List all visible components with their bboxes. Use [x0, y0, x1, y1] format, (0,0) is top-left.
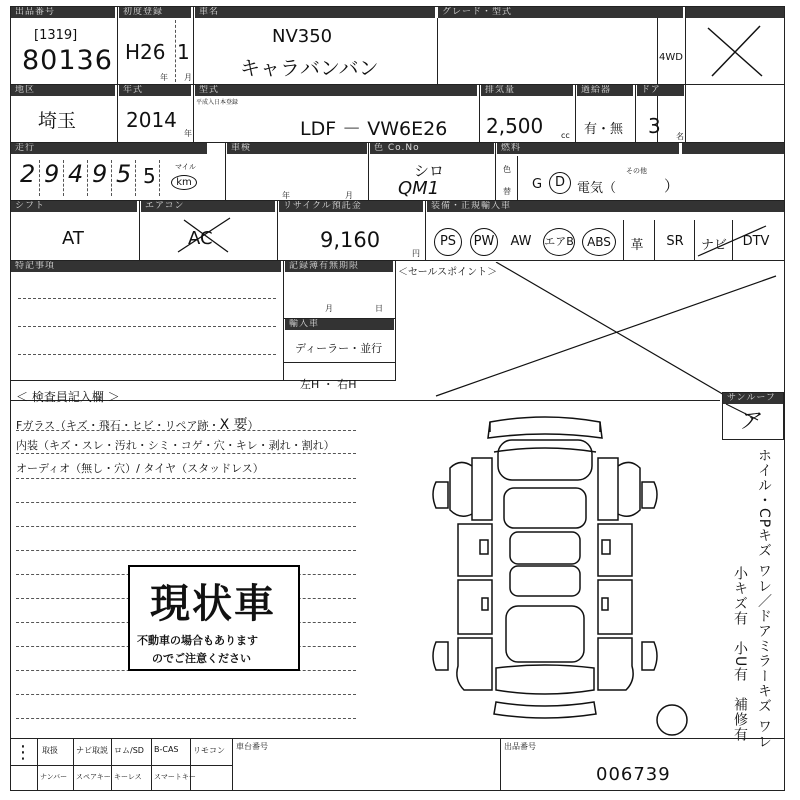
features-header: 特記事項	[11, 261, 281, 272]
right-rear-door	[598, 580, 632, 634]
sales-point-label: ＜セールスポイント＞	[398, 267, 498, 278]
windshield-needs-repair-mark: X 要	[219, 417, 248, 433]
equipment-airbag-circled: エアB	[543, 228, 575, 256]
right-mirror-mark	[602, 540, 610, 554]
inspector-line-2: 内装（キズ・スレ・汚れ・シミ・コゲ・穴・キレ・剥れ・割れ）	[16, 439, 335, 452]
left-front-fender	[450, 458, 492, 520]
mileage-digit-5: 5	[116, 160, 132, 188]
doors-header: ドア	[637, 85, 684, 96]
entry-number-label: 出品番号	[504, 742, 536, 751]
sales-point-cross	[396, 262, 784, 402]
equipment-aw: AW	[510, 234, 532, 249]
entry-number: 006739	[596, 764, 671, 785]
ac-header: エアコン	[141, 201, 275, 212]
model-year-header: 年式	[119, 85, 191, 96]
model-year: 2014	[126, 108, 177, 132]
displacement: 2,500	[486, 114, 544, 138]
left-rear-quarter	[457, 638, 492, 690]
mileage-digit-6: 5	[143, 164, 156, 188]
color-code: QM1	[398, 178, 440, 199]
windshield	[504, 488, 586, 528]
current-car-note-1: 不動車の場合もあります	[137, 634, 258, 647]
grade-header: グレード・型式	[438, 7, 683, 18]
equipment-header: 装備・正規輸入車	[427, 201, 784, 212]
roof-front	[510, 532, 580, 564]
mileage-unit-km: km	[171, 175, 197, 190]
car-diagram	[430, 410, 660, 730]
type-code: LDF － VW6E26	[300, 118, 448, 140]
left-mirror-mark	[480, 540, 488, 554]
color-name: シロ	[414, 162, 445, 180]
roof-stroke	[722, 402, 784, 440]
equipment-sr: SR	[666, 234, 684, 249]
mileage-digit-1: 2	[20, 160, 36, 188]
hood	[498, 440, 592, 480]
score-cross-mark	[700, 22, 770, 80]
fuel-header: 燃料	[497, 143, 679, 154]
inspection-header: 車検	[227, 143, 367, 154]
steering: 左H ・ 右H	[300, 378, 357, 391]
right-front-fender	[598, 458, 640, 520]
displacement-header: 排気量	[481, 85, 573, 96]
ac: AC	[188, 228, 213, 249]
records-header: 記録簿有無期限	[285, 261, 393, 272]
registration-era: H26	[125, 40, 166, 64]
roof-mark: ア	[738, 409, 761, 434]
roof-header: サンルーフ	[723, 393, 783, 404]
lot-header: 出品番号	[11, 7, 115, 18]
current-car-note-2: のでご注意ください	[152, 652, 251, 665]
fuel-diesel-circled: D	[549, 172, 571, 194]
roof-rear	[510, 566, 580, 596]
lot-bracket: [1319]	[34, 28, 78, 43]
current-car-title: 現状車	[150, 581, 276, 627]
navi-dtv-strike	[696, 222, 776, 258]
shift: AT	[62, 228, 84, 249]
lot-number: 80136	[22, 45, 113, 76]
left-rear-tire	[433, 642, 448, 670]
import-type: ディーラー・並行	[295, 342, 383, 355]
equipment-navi: ナビ	[700, 238, 727, 253]
turbo-header: 過給器	[577, 85, 633, 96]
equipment-abs-circled: ABS	[582, 228, 616, 256]
drive-4wd: 4WD	[659, 52, 683, 63]
recycle-header: リサイクル預託金	[279, 201, 423, 212]
score-header	[686, 7, 784, 18]
inspector-title: ＜ 検査員記入欄 ＞	[16, 390, 120, 404]
equipment-dtv: DTV	[742, 234, 770, 249]
car-name: キャラバンバン	[240, 56, 379, 80]
year-header: 初度登録	[119, 7, 191, 18]
mileage-digit-2: 9	[44, 160, 60, 188]
rear-bumper	[494, 702, 596, 718]
ac-cross-mark	[150, 212, 260, 256]
left-front-door	[458, 524, 492, 576]
tailgate	[496, 665, 594, 694]
shift-header: シフト	[11, 201, 137, 212]
mileage-digit-3: 4	[68, 160, 84, 188]
right-rear-tire	[642, 642, 657, 670]
mileage-header: 走行	[11, 143, 207, 154]
right-front-door	[598, 524, 632, 576]
spare-tire-icon	[652, 700, 692, 740]
rear-window	[506, 606, 584, 662]
color-header: 色 Co.No	[370, 143, 494, 154]
left-front-tire	[433, 482, 448, 508]
fuel-g: G	[532, 177, 543, 192]
region-header: 地区	[11, 85, 115, 96]
equipment-ps-circled: PS	[434, 228, 462, 256]
left-rear-door	[458, 580, 492, 634]
inspector-line-1: Fガラス（キズ・飛石・ヒビ・リペア跡・X 要）	[16, 417, 259, 433]
turbo: 有・無	[584, 122, 624, 137]
front-bumper	[488, 417, 602, 438]
right-front-tire	[642, 482, 657, 508]
equipment-leather: 革	[630, 238, 644, 253]
bottom-equipment-header: ⋮	[14, 742, 32, 763]
right-note-column-1: ホイル・CPキズ ワレ／ドアミラーキズ ワレ	[756, 448, 772, 750]
equipment-pw-circled: PW	[470, 228, 498, 256]
inspector-line-3: オーディオ（無し・穴）/ タイヤ（スタッドレス）	[16, 462, 264, 475]
right-rear-quarter	[598, 638, 633, 690]
right-note-column-2: 小キズ有 小U有 補修有	[732, 566, 748, 743]
auction-sheet: 出品番号 初度登録 車名 グレード・型式 [1319] 80136 H26 1 年 月 NV350 キャラバンバン 4WD 地区 年式 型式 排気量 過給器 ドア 埼玉 2014 年 平成入日本登録 LDF － VW6E26 2,500 cc 有・無 3 名 走行 車検 色 Co.No 燃料 2 9 4 9 5 5 マイル km 年 月 シロ QM1 色 替 G D 電気（ その他 ） シフト エアコン リサイクル預託金 装備・正規輸入車 AT AC 9,160 円 PS PW AW エアB ABS 革 SR ナビ DTV 特記事項 記録簿有無期限 ＜セールスポイント＞ 月 日 輸入車 ディーラー・並行 左H ・ 右H ＜ 検査員記入欄 ＞ Fガラス（キズ・飛石・ヒビ・リペア跡・X 要） 内装（キズ・スレ・汚れ・シミ・コゲ・穴・キレ・剥れ・割れ） オーディオ（無し・穴）/ タイヤ（スタッドレス） 現状車 不動車の場合もあります のでご注意ください サンルーフ ア ホイル・CPキズ ワレ／ドアミラーキズ ワレ 小キズ有 小U有 補修有 ⋮ 取扱 ナビ取説 ロム/SD B-CAS リモコン ナンバー スペアキー キーレス スマートキー 車台番号 出品番号 006739	[0, 0, 800, 800]
car-name-header: 車名	[195, 7, 435, 18]
mileage-digit-4: 9	[92, 160, 108, 188]
type-header: 型式	[195, 85, 477, 96]
extra-header	[682, 143, 784, 154]
recycle-amount: 9,160	[320, 228, 381, 252]
car-model: NV350	[272, 26, 333, 47]
doors: 3	[648, 114, 661, 138]
region: 埼玉	[38, 110, 77, 132]
import-header: 輸入車	[285, 319, 394, 330]
registration-month: 1	[177, 40, 190, 64]
chassis-number-label: 車台番号	[236, 742, 268, 751]
fuel-electric: 電気（	[577, 181, 617, 196]
